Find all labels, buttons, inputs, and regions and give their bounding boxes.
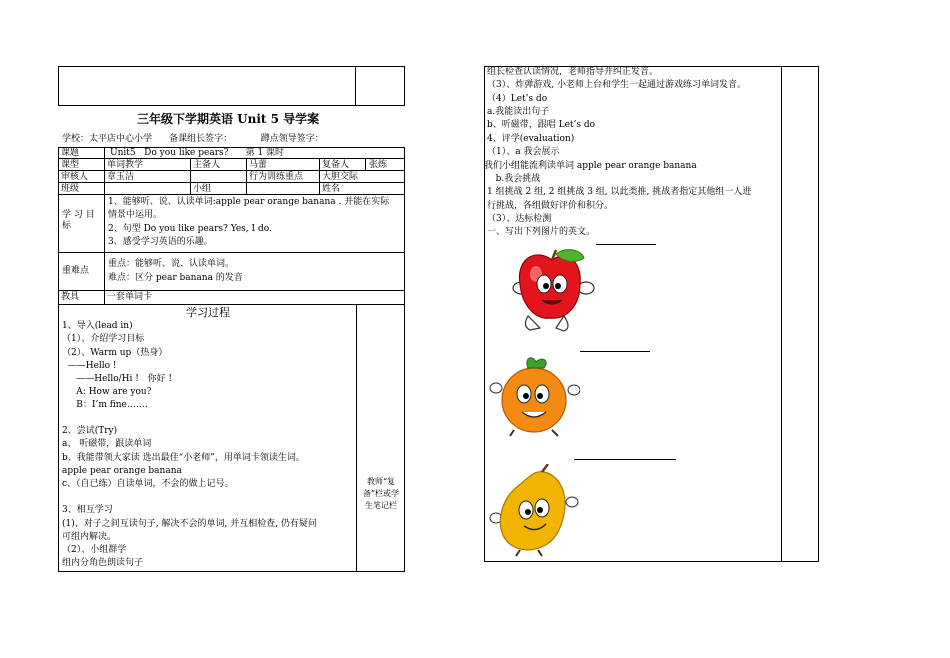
preparer-label: 主备人	[193, 160, 221, 170]
topic-label: 课题	[61, 148, 80, 158]
topic-value: Unit5 Do you like pears? 第 1 课时	[110, 148, 285, 158]
answer-blank-1[interactable]	[596, 244, 656, 245]
process-line: （2）、小组群学	[62, 545, 127, 555]
process-line: 2、尝试(Try)	[62, 426, 118, 436]
goal-line: 3、感受学习英语的乐趣。	[108, 237, 213, 247]
co-preparer-label: 复备人	[322, 160, 350, 170]
goals-label: 学 习 目 标	[62, 210, 95, 231]
preparer-value: 马蕾	[249, 160, 268, 170]
col-line	[104, 147, 105, 305]
process-line: (1)、对子之间互读句子, 解决不会的单词, 并互相检查, 仍有疑问	[62, 519, 317, 529]
goal-line: 情景中运用。	[108, 210, 163, 220]
keypoints-label: 重难点	[62, 266, 90, 276]
pear-image	[488, 464, 580, 558]
right-line: 我们小组能流利读单词 apple pear orange banana	[484, 161, 697, 171]
process-line: c、（自已练）自读单词，不会的做上记号。	[62, 479, 234, 489]
right-line: 组长检查认读情况，老师指导并纠正发音。	[487, 67, 659, 77]
class-label: 班级	[61, 184, 80, 194]
right-line: （3）、炸弹游戏, 小老师上台和学生一起通过游戏练习单词发音。	[487, 80, 746, 90]
right-line: 一、写出下列图片的英文。	[487, 227, 596, 237]
process-line: B：I’m fine…….	[62, 400, 148, 410]
type-value: 单词教学	[107, 160, 144, 170]
row-line	[58, 290, 405, 291]
right-line: 行挑战，各组做好评价和积分。	[487, 201, 614, 211]
co-preparer-value: 张炼	[369, 160, 388, 170]
right-line: （3）、达标检测	[487, 214, 552, 224]
process-line: 可组内解决。	[62, 532, 117, 542]
behavior-label: 行为训练重点	[249, 172, 304, 182]
process-line: 组内分角色朗读句子	[62, 558, 144, 568]
right-side-divider	[781, 66, 782, 562]
row-line	[58, 194, 405, 195]
right-line: （1）、a 我会展示	[487, 147, 560, 157]
right-line: （4）Let’s do	[487, 94, 548, 104]
process-line: 3、相互学习	[62, 505, 113, 515]
right-line: 4、评学(evaluation)	[487, 134, 575, 144]
goal-line: 2、句型 Do you like pears? Yes, I do.	[108, 224, 272, 234]
keypoint-line: 难点：区分 pear banana 的发音	[108, 273, 243, 283]
answer-blank-3[interactable]	[574, 459, 676, 460]
process-line: （2）、Warm up（热身）	[62, 348, 168, 358]
reviewer-label: 审核人	[61, 172, 89, 182]
keypoint-line: 重点：能够听、说、认读单词。	[108, 259, 235, 269]
behavior-value: 大胆交际	[322, 172, 359, 182]
doc-title: 三年级下学期英语 Unit 5 导学案	[137, 112, 320, 126]
right-line: b、听磁带，跟唱 Let’s do	[487, 120, 596, 130]
process-line: ——Hello/Hi ! 你好 !	[62, 374, 172, 384]
process-line: b、我能带领大家读 选出最佳“小老师”，用单词卡领读生词。	[62, 453, 305, 463]
process-line: apple pear orange banana	[62, 466, 182, 476]
col-line	[190, 158, 191, 194]
col-line	[365, 158, 366, 170]
col-line	[319, 158, 320, 194]
process-title: 学习过程	[186, 306, 230, 319]
reviewer-value: 章玉洁	[107, 172, 135, 182]
left-top-box-divider	[355, 66, 356, 106]
process-line: A: How are you?	[62, 387, 152, 397]
process-line: a、 听磁带，跟读单词	[62, 439, 152, 449]
process-line: ——Hello !	[62, 361, 117, 371]
answer-blank-2[interactable]	[580, 351, 650, 352]
col-line	[246, 158, 247, 194]
type-label: 课型	[61, 160, 80, 170]
left-top-box	[58, 66, 405, 106]
tools-value: 一套单词卡	[107, 292, 153, 302]
apple-image	[506, 246, 598, 334]
process-line: 1、导入(lead in)	[62, 321, 133, 331]
name-label: 姓名	[322, 184, 341, 194]
right-line: a.我能读出句子	[487, 107, 550, 117]
right-line: 1 组挑战 2 组, 2 组挑战 3 组, 以此类推, 挑战者指定其他组一人进	[487, 187, 752, 197]
orange-image	[488, 354, 580, 438]
side-note: 教师“复备”栏或学生笔记栏	[362, 477, 400, 510]
group-label: 小组	[193, 184, 212, 194]
process-side-divider	[356, 305, 357, 572]
right-line: b.我会挑战	[487, 174, 541, 184]
row-line	[58, 252, 405, 253]
school-line: 学校：太平店中心小学 备课组长签字： 蹲点领导签字：	[62, 134, 324, 144]
tools-label: 教具	[61, 292, 80, 302]
goal-line: 1、能够听、说、认读单词:apple pear orange banana . 并能在实际	[108, 197, 390, 207]
process-line: （1）、介绍学习目标	[62, 334, 145, 344]
